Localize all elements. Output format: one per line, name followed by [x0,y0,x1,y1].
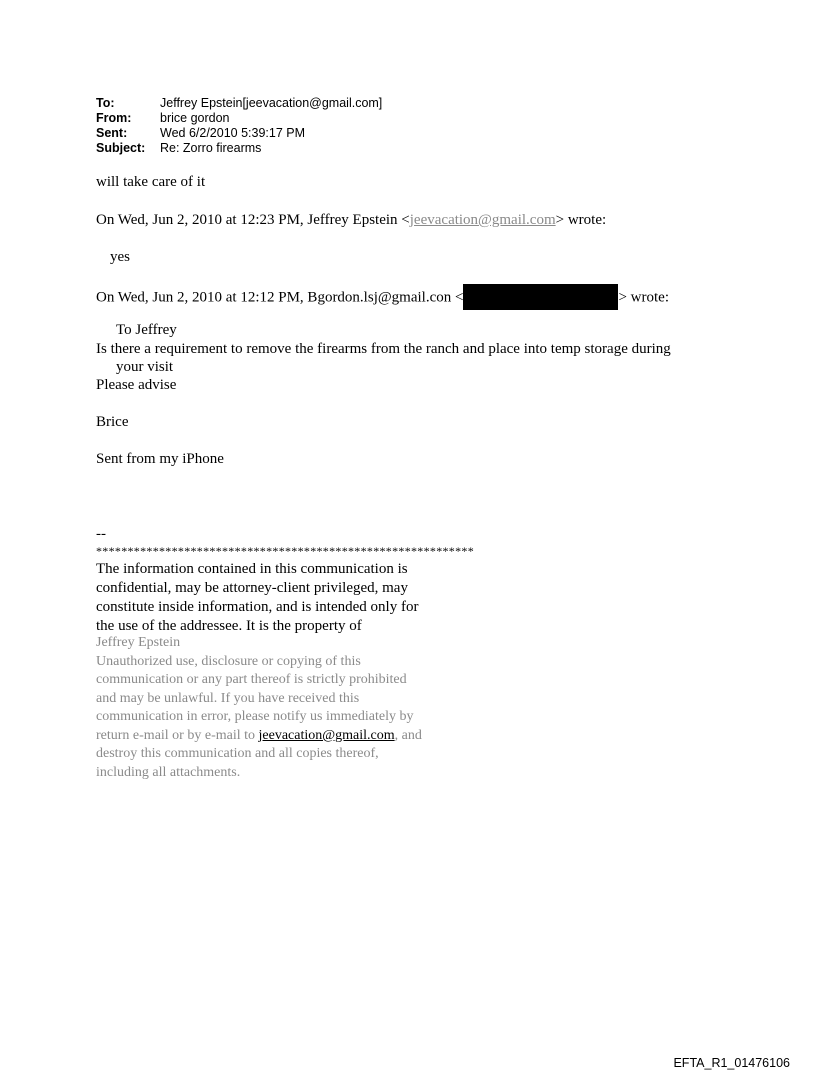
quote1-suffix: > wrote: [555,212,607,228]
greeting: To Jeffrey [116,322,177,338]
disclaimer-dark-line: The information contained in this communication is [96,561,408,577]
signature-dash: -- [96,526,106,542]
disclaimer-gray-line: and may be unlawful. If you have received this [96,690,360,706]
document-id: EFTA_R1_01476106 [673,1056,790,1070]
to-value: Jeffrey Epstein[jeevacation@gmail.com] [160,96,383,110]
sent-from-line: Sent from my iPhone [96,451,224,467]
from-label: From: [96,111,132,125]
quote1-attribution [96,211,606,230]
sent-value: Wed 6/2/2010 5:39:17 PM [160,126,306,140]
signature: Brice [96,414,129,430]
disclaimer-dark-line: constitute inside information, and is intended only for [96,599,419,615]
to-label: To: [96,96,115,110]
question-line2: your visit [116,359,174,375]
disclaimer-gray [96,634,516,782]
quote2-attribution [96,285,669,311]
subject-label: Subject: [96,141,146,155]
disclaimer-dark-line: confidential, may be attorney-client privileged, may [96,580,408,596]
question-line1: Is there a requirement to remove the firearms from the ranch and place into temp storage during [96,341,671,357]
disclaimer-gray-line: Unauthorized use, disclosure or copying of this [96,653,361,669]
advise-line: Please advise [96,377,177,393]
sent-label: Sent: [96,126,128,140]
disclaimer-dark-line: the use of the addressee. It is the property of [96,618,362,634]
disclaimer-gray-line: destroy this communication and all copies thereof, [96,746,379,761]
sent-row [96,126,382,141]
from-value: brice gordon [160,111,230,125]
subject-row [96,141,382,156]
quote1-email-link[interactable]: jeevacation@gmail.com [409,212,556,228]
disclaimer-email-suffix: , and [394,727,422,743]
redaction-box [463,284,618,310]
disclaimer-gray-line: communication or any part thereof is strictly prohibited [96,672,407,687]
subject-value: Re: Zorro firearms [160,141,262,155]
quote1-reply: yes [110,249,130,265]
to-row [96,96,382,111]
quote2-prefix: On Wed, Jun 2, 2010 at 12:12 PM, Bgordon.lsj@gmail.con < [96,289,464,306]
disclaimer-gray-line: communication in error, please notify us immediately by [96,709,414,724]
disclaimer-email-prefix: return e-mail or by e-mail to [96,727,259,743]
disclaimer-gray-line [96,727,516,746]
email-header [96,96,382,156]
stars-divider: ************************************************************ [96,544,474,558]
disclaimer-email-link[interactable]: jeevacation@gmail.com [258,727,395,743]
from-row [96,111,382,126]
quote2-suffix: > wrote: [618,289,669,306]
disclaimer-gray-line: Jeffrey Epstein [96,635,181,650]
disclaimer-gray-line: including all attachments. [96,764,241,780]
quote1-prefix: On Wed, Jun 2, 2010 at 12:23 PM, Jeffrey Epstein < [96,212,410,228]
reply-text: will take care of it [96,174,206,190]
disclaimer-dark [96,560,496,636]
